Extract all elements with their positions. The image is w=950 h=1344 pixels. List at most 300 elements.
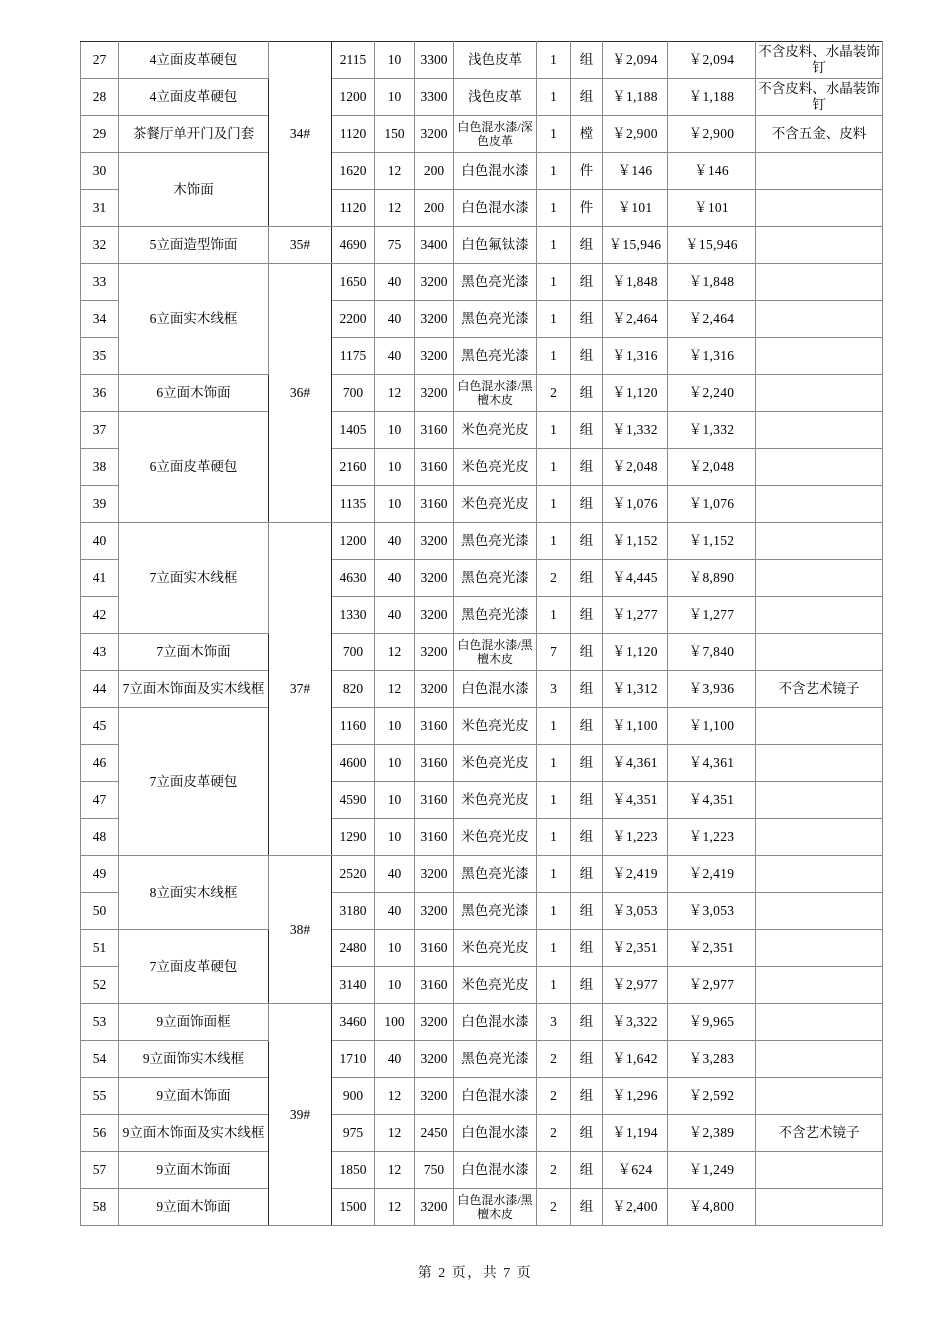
cell-material: 米色亮光皮	[454, 745, 537, 782]
cell-unit-price: ￥146	[603, 153, 668, 190]
cell-item-name: 木饰面	[119, 153, 269, 227]
cell-quantity: 2	[537, 1078, 571, 1115]
cell-unit-price: ￥1,277	[603, 597, 668, 634]
cell-quantity: 1	[537, 116, 571, 153]
table-body	[81, 42, 883, 1226]
cell-length: 975	[332, 1115, 375, 1152]
cell-note	[756, 893, 883, 930]
cell-length: 4600	[332, 745, 375, 782]
cell-unit: 组	[571, 1004, 603, 1041]
cell-amount: ￥2,240	[668, 375, 756, 412]
cell-material: 黑色亮光漆	[454, 856, 537, 893]
cell-unit: 组	[571, 671, 603, 708]
cell-material: 白色混水漆	[454, 1078, 537, 1115]
cell-height: 3200	[415, 375, 454, 412]
cell-note	[756, 375, 883, 412]
cell-unit: 组	[571, 893, 603, 930]
cell-material: 白色混水漆	[454, 1115, 537, 1152]
cell-item-name: 4立面皮革硬包	[119, 79, 269, 116]
cell-quantity: 1	[537, 264, 571, 301]
cell-material: 黑色亮光漆	[454, 597, 537, 634]
cell-height: 3200	[415, 1004, 454, 1041]
cell-serial-no: 38	[81, 449, 119, 486]
cell-note	[756, 634, 883, 671]
cell-quantity: 2	[537, 560, 571, 597]
cell-unit-price: ￥1,312	[603, 671, 668, 708]
cell-note	[756, 412, 883, 449]
cell-quantity: 2	[537, 1115, 571, 1152]
cell-serial-no: 56	[81, 1115, 119, 1152]
cell-unit-price: ￥3,053	[603, 893, 668, 930]
cell-amount: ￥2,351	[668, 930, 756, 967]
cell-material: 米色亮光皮	[454, 449, 537, 486]
cell-quantity: 1	[537, 227, 571, 264]
cell-note	[756, 930, 883, 967]
cell-unit-price: ￥1,188	[603, 79, 668, 116]
cell-width: 10	[375, 967, 415, 1004]
cell-item-name: 6立面木饰面	[119, 375, 269, 412]
cell-height: 3200	[415, 1189, 454, 1226]
cell-unit-price: ￥1,120	[603, 634, 668, 671]
cell-note	[756, 1078, 883, 1115]
cell-width: 10	[375, 782, 415, 819]
cell-note	[756, 1189, 883, 1226]
cell-serial-no: 50	[81, 893, 119, 930]
cell-unit-price: ￥2,094	[603, 42, 668, 79]
cell-unit: 组	[571, 930, 603, 967]
cell-width: 10	[375, 42, 415, 79]
cell-material: 浅色皮革	[454, 79, 537, 116]
cell-unit-price: ￥1,642	[603, 1041, 668, 1078]
cell-width: 75	[375, 227, 415, 264]
cell-serial-no: 35	[81, 338, 119, 375]
table-row	[81, 116, 883, 153]
cell-unit-price: ￥1,076	[603, 486, 668, 523]
cell-height: 3200	[415, 671, 454, 708]
cell-height: 3200	[415, 597, 454, 634]
cell-amount: ￥1,076	[668, 486, 756, 523]
cell-width: 12	[375, 1152, 415, 1189]
cell-width: 100	[375, 1004, 415, 1041]
cell-unit: 组	[571, 560, 603, 597]
cell-unit: 组	[571, 819, 603, 856]
cell-unit: 组	[571, 967, 603, 1004]
cell-serial-no: 57	[81, 1152, 119, 1189]
cell-quantity: 1	[537, 597, 571, 634]
cell-length: 900	[332, 1078, 375, 1115]
cell-note	[756, 745, 883, 782]
cell-unit: 组	[571, 486, 603, 523]
cell-quantity: 3	[537, 671, 571, 708]
cell-serial-no: 27	[81, 42, 119, 79]
cell-amount: ￥101	[668, 190, 756, 227]
cell-height: 3400	[415, 227, 454, 264]
cell-unit-price: ￥1,120	[603, 375, 668, 412]
quotation-table	[80, 41, 883, 1226]
table-row	[81, 634, 883, 671]
cell-unit: 组	[571, 1115, 603, 1152]
cell-length: 3140	[332, 967, 375, 1004]
cell-serial-no: 39	[81, 486, 119, 523]
cell-unit: 件	[571, 190, 603, 227]
cell-amount: ￥2,094	[668, 42, 756, 79]
table-row	[81, 42, 883, 79]
cell-material: 米色亮光皮	[454, 819, 537, 856]
cell-amount: ￥146	[668, 153, 756, 190]
cell-unit: 组	[571, 708, 603, 745]
cell-amount: ￥1,188	[668, 79, 756, 116]
cell-width: 10	[375, 708, 415, 745]
table-row	[81, 1152, 883, 1189]
cell-note	[756, 708, 883, 745]
cell-quantity: 1	[537, 523, 571, 560]
cell-width: 10	[375, 79, 415, 116]
cell-material: 浅色皮革	[454, 42, 537, 79]
cell-amount: ￥1,152	[668, 523, 756, 560]
cell-height: 200	[415, 153, 454, 190]
cell-unit: 组	[571, 782, 603, 819]
cell-item-name: 9立面饰实木线框	[119, 1041, 269, 1078]
cell-quantity: 1	[537, 301, 571, 338]
cell-unit-price: ￥4,351	[603, 782, 668, 819]
cell-serial-no: 41	[81, 560, 119, 597]
cell-unit-price: ￥1,194	[603, 1115, 668, 1152]
cell-serial-no: 42	[81, 597, 119, 634]
cell-unit: 组	[571, 634, 603, 671]
cell-note	[756, 597, 883, 634]
cell-length: 1500	[332, 1189, 375, 1226]
cell-quantity: 1	[537, 79, 571, 116]
cell-amount: ￥3,936	[668, 671, 756, 708]
cell-material: 白色混水漆	[454, 190, 537, 227]
cell-note: 不含皮料、水晶装饰钉	[756, 79, 883, 116]
table-row	[81, 523, 883, 560]
cell-unit-price: ￥1,152	[603, 523, 668, 560]
table-row	[81, 1078, 883, 1115]
cell-note	[756, 1152, 883, 1189]
cell-width: 40	[375, 560, 415, 597]
cell-unit-price: ￥4,445	[603, 560, 668, 597]
cell-unit-price: ￥15,946	[603, 227, 668, 264]
cell-area-code: 34#	[269, 42, 332, 227]
cell-amount: ￥2,900	[668, 116, 756, 153]
cell-height: 3200	[415, 634, 454, 671]
cell-note	[756, 1041, 883, 1078]
cell-length: 1405	[332, 412, 375, 449]
cell-length: 1290	[332, 819, 375, 856]
cell-item-name: 9立面木饰面	[119, 1078, 269, 1115]
cell-height: 3200	[415, 893, 454, 930]
cell-width: 12	[375, 634, 415, 671]
table-row	[81, 671, 883, 708]
cell-unit-price: ￥1,296	[603, 1078, 668, 1115]
cell-length: 1710	[332, 1041, 375, 1078]
cell-height: 3160	[415, 930, 454, 967]
table-row	[81, 1115, 883, 1152]
cell-width: 10	[375, 745, 415, 782]
cell-quantity: 2	[537, 1152, 571, 1189]
cell-unit-price: ￥2,400	[603, 1189, 668, 1226]
cell-serial-no: 44	[81, 671, 119, 708]
cell-length: 3180	[332, 893, 375, 930]
cell-material: 白色混水漆/黑檀木皮	[454, 634, 537, 671]
cell-unit-price: ￥624	[603, 1152, 668, 1189]
cell-note: 不含艺术镜子	[756, 671, 883, 708]
cell-width: 40	[375, 1041, 415, 1078]
table-row	[81, 412, 883, 449]
cell-area-code: 36#	[269, 264, 332, 523]
cell-height: 750	[415, 1152, 454, 1189]
cell-note	[756, 301, 883, 338]
cell-height: 3200	[415, 523, 454, 560]
cell-width: 40	[375, 264, 415, 301]
cell-height: 3200	[415, 856, 454, 893]
cell-unit-price: ￥101	[603, 190, 668, 227]
cell-note: 不含五金、皮料	[756, 116, 883, 153]
cell-item-name: 9立面木饰面	[119, 1189, 269, 1226]
cell-item-name: 9立面木饰面及实木线框	[119, 1115, 269, 1152]
cell-area-code: 35#	[269, 227, 332, 264]
cell-amount: ￥2,592	[668, 1078, 756, 1115]
cell-width: 12	[375, 671, 415, 708]
cell-width: 12	[375, 1189, 415, 1226]
cell-note	[756, 338, 883, 375]
cell-width: 150	[375, 116, 415, 153]
cell-length: 1850	[332, 1152, 375, 1189]
cell-height: 3300	[415, 42, 454, 79]
cell-unit-price: ￥2,900	[603, 116, 668, 153]
cell-amount: ￥4,800	[668, 1189, 756, 1226]
cell-height: 2450	[415, 1115, 454, 1152]
cell-note	[756, 819, 883, 856]
cell-width: 40	[375, 893, 415, 930]
cell-note	[756, 153, 883, 190]
cell-quantity: 1	[537, 893, 571, 930]
cell-length: 4690	[332, 227, 375, 264]
cell-serial-no: 45	[81, 708, 119, 745]
cell-quantity: 1	[537, 449, 571, 486]
cell-item-name: 6立面皮革硬包	[119, 412, 269, 523]
cell-area-code: 38#	[269, 856, 332, 1004]
cell-width: 12	[375, 375, 415, 412]
cell-item-name: 8立面实木线框	[119, 856, 269, 930]
cell-item-name: 6立面实木线框	[119, 264, 269, 375]
table-row	[81, 227, 883, 264]
cell-amount: ￥2,464	[668, 301, 756, 338]
table-row	[81, 375, 883, 412]
cell-quantity: 1	[537, 412, 571, 449]
cell-serial-no: 52	[81, 967, 119, 1004]
cell-amount: ￥4,351	[668, 782, 756, 819]
cell-unit: 组	[571, 856, 603, 893]
table-row	[81, 1041, 883, 1078]
cell-unit-price: ￥2,464	[603, 301, 668, 338]
table-row	[81, 708, 883, 745]
cell-quantity: 1	[537, 153, 571, 190]
cell-height: 3160	[415, 486, 454, 523]
cell-quantity: 1	[537, 967, 571, 1004]
cell-quantity: 1	[537, 42, 571, 79]
cell-item-name: 5立面造型饰面	[119, 227, 269, 264]
cell-material: 黑色亮光漆	[454, 893, 537, 930]
cell-item-name: 7立面实木线框	[119, 523, 269, 634]
cell-amount: ￥4,361	[668, 745, 756, 782]
page-footer: 第 2 页，共 7 页	[417, 1266, 533, 1281]
cell-height: 3200	[415, 116, 454, 153]
cell-height: 3160	[415, 745, 454, 782]
cell-note: 不含艺术镜子	[756, 1115, 883, 1152]
cell-serial-no: 34	[81, 301, 119, 338]
cell-length: 700	[332, 634, 375, 671]
cell-length: 1650	[332, 264, 375, 301]
table-row	[81, 1004, 883, 1041]
cell-serial-no: 36	[81, 375, 119, 412]
cell-note	[756, 486, 883, 523]
cell-unit: 组	[571, 1152, 603, 1189]
cell-material: 黑色亮光漆	[454, 560, 537, 597]
cell-item-name: 茶餐厅单开门及门套	[119, 116, 269, 153]
cell-length: 1135	[332, 486, 375, 523]
cell-area-code: 39#	[269, 1004, 332, 1226]
cell-note	[756, 227, 883, 264]
cell-serial-no: 55	[81, 1078, 119, 1115]
cell-width: 10	[375, 930, 415, 967]
cell-material: 黑色亮光漆	[454, 338, 537, 375]
cell-length: 1175	[332, 338, 375, 375]
cell-unit: 组	[571, 375, 603, 412]
cell-unit: 组	[571, 1078, 603, 1115]
cell-material: 米色亮光皮	[454, 412, 537, 449]
cell-unit-price: ￥2,351	[603, 930, 668, 967]
cell-unit: 组	[571, 449, 603, 486]
cell-serial-no: 54	[81, 1041, 119, 1078]
cell-quantity: 1	[537, 930, 571, 967]
cell-item-name: 9立面饰面框	[119, 1004, 269, 1041]
cell-length: 1620	[332, 153, 375, 190]
cell-height: 3160	[415, 708, 454, 745]
cell-length: 1120	[332, 190, 375, 227]
cell-item-name: 7立面木饰面及实木线框	[119, 671, 269, 708]
cell-unit: 组	[571, 227, 603, 264]
cell-height: 3160	[415, 967, 454, 1004]
cell-unit: 组	[571, 1041, 603, 1078]
cell-unit: 组	[571, 745, 603, 782]
table-row	[81, 1189, 883, 1226]
cell-unit: 组	[571, 1189, 603, 1226]
cell-note	[756, 782, 883, 819]
cell-quantity: 1	[537, 338, 571, 375]
cell-length: 2115	[332, 42, 375, 79]
cell-note	[756, 190, 883, 227]
cell-unit-price: ￥4,361	[603, 745, 668, 782]
cell-unit: 组	[571, 301, 603, 338]
cell-height: 3160	[415, 449, 454, 486]
cell-serial-no: 46	[81, 745, 119, 782]
cell-length: 820	[332, 671, 375, 708]
cell-height: 3200	[415, 1078, 454, 1115]
cell-item-name: 4立面皮革硬包	[119, 42, 269, 79]
cell-length: 2200	[332, 301, 375, 338]
cell-unit-price: ￥1,100	[603, 708, 668, 745]
cell-height: 3160	[415, 782, 454, 819]
cell-quantity: 2	[537, 1189, 571, 1226]
cell-material: 白色混水漆/深色皮革	[454, 116, 537, 153]
cell-serial-no: 28	[81, 79, 119, 116]
cell-width: 10	[375, 486, 415, 523]
cell-unit: 组	[571, 412, 603, 449]
cell-item-name: 7立面皮革硬包	[119, 930, 269, 1004]
cell-width: 12	[375, 1078, 415, 1115]
cell-unit: 组	[571, 597, 603, 634]
cell-length: 2520	[332, 856, 375, 893]
cell-height: 3160	[415, 412, 454, 449]
cell-length: 1160	[332, 708, 375, 745]
cell-unit: 组	[571, 42, 603, 79]
cell-quantity: 2	[537, 375, 571, 412]
cell-serial-no: 53	[81, 1004, 119, 1041]
cell-quantity: 1	[537, 856, 571, 893]
table-row	[81, 79, 883, 116]
cell-unit-price: ￥1,316	[603, 338, 668, 375]
cell-length: 1120	[332, 116, 375, 153]
cell-unit-price: ￥2,419	[603, 856, 668, 893]
cell-length: 3460	[332, 1004, 375, 1041]
cell-quantity: 3	[537, 1004, 571, 1041]
cell-height: 3200	[415, 264, 454, 301]
cell-amount: ￥1,223	[668, 819, 756, 856]
cell-amount: ￥1,316	[668, 338, 756, 375]
table-row	[81, 264, 883, 301]
cell-amount: ￥9,965	[668, 1004, 756, 1041]
cell-unit-price: ￥1,332	[603, 412, 668, 449]
cell-serial-no: 37	[81, 412, 119, 449]
cell-note	[756, 967, 883, 1004]
cell-amount: ￥15,946	[668, 227, 756, 264]
cell-note	[756, 856, 883, 893]
cell-amount: ￥2,048	[668, 449, 756, 486]
cell-unit: 组	[571, 79, 603, 116]
cell-material: 白色混水漆	[454, 1004, 537, 1041]
cell-unit-price: ￥1,223	[603, 819, 668, 856]
cell-unit: 件	[571, 153, 603, 190]
cell-material: 米色亮光皮	[454, 486, 537, 523]
cell-width: 10	[375, 412, 415, 449]
cell-material: 米色亮光皮	[454, 708, 537, 745]
cell-height: 3160	[415, 819, 454, 856]
cell-amount: ￥1,332	[668, 412, 756, 449]
cell-width: 40	[375, 301, 415, 338]
cell-height: 3200	[415, 560, 454, 597]
cell-width: 12	[375, 190, 415, 227]
cell-material: 米色亮光皮	[454, 930, 537, 967]
cell-amount: ￥1,848	[668, 264, 756, 301]
cell-height: 3200	[415, 301, 454, 338]
cell-width: 40	[375, 856, 415, 893]
cell-material: 白色混水漆	[454, 1152, 537, 1189]
cell-quantity: 7	[537, 634, 571, 671]
cell-unit: 组	[571, 338, 603, 375]
cell-material: 白色混水漆	[454, 671, 537, 708]
cell-serial-no: 49	[81, 856, 119, 893]
cell-material: 黑色亮光漆	[454, 301, 537, 338]
cell-width: 40	[375, 597, 415, 634]
cell-width: 10	[375, 819, 415, 856]
cell-length: 1200	[332, 523, 375, 560]
cell-material: 白色混水漆/黑檀木皮	[454, 375, 537, 412]
cell-quantity: 1	[537, 190, 571, 227]
cell-quantity: 1	[537, 486, 571, 523]
cell-quantity: 1	[537, 782, 571, 819]
